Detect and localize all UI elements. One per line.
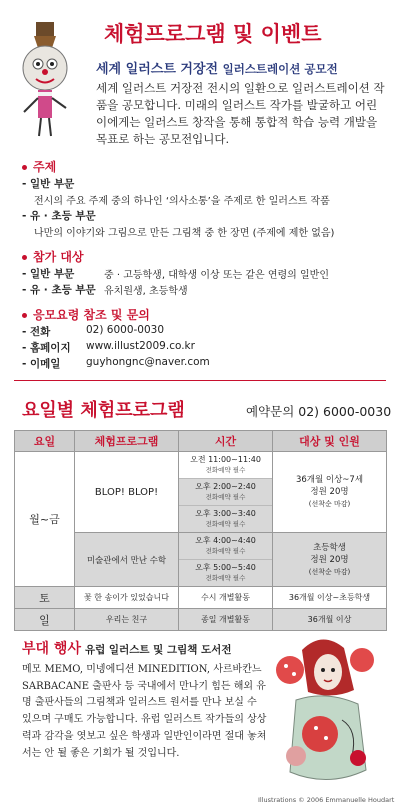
schedule-title: 요일별 체험프로그램 (22, 400, 185, 421)
subtitle-small: 일러스트레이션 공모전 (222, 62, 338, 76)
illustration-credit: Illustrations © 2006 Emmanuelle Houdart (258, 796, 395, 804)
subtitle-main: 세계 일러스트 거장전 (96, 62, 219, 77)
section-divider (14, 380, 386, 381)
table-row (15, 609, 387, 631)
reservation-contact: 예약문의 02) 6000-0030 (246, 404, 392, 419)
table-row (15, 452, 387, 533)
header-program: 체험프로그램 (75, 431, 179, 452)
saturday-cell: 토 (15, 587, 75, 609)
program-blop: BLOP! BLOP! (75, 452, 179, 533)
phone-label: - 전화 (22, 326, 51, 338)
web-link[interactable]: www.illust2009.co.kr (86, 340, 195, 352)
target-sunday: 36개월 이상 (273, 609, 387, 631)
theme-general-label: - 일반 부문 (22, 178, 75, 190)
bullet-icon (22, 255, 27, 260)
email-link[interactable]: guyhongnc@naver.com (86, 356, 210, 368)
theme-general-desc: 전시의 주요 주제 중의 하나인 ‘의사소통’을 주제로 한 일러스트 작품 (34, 196, 330, 207)
bullet-icon (22, 313, 27, 318)
time-slot: 오후 3:00~3:40 전화예약 필수 (179, 506, 272, 532)
clown-illustration (14, 22, 76, 140)
target-math: 초등학생 정원 20명 (선착순 마감) (273, 533, 387, 587)
eligibility-general-label: - 일반 부문 (22, 268, 75, 280)
time-slot: 오후 4:00~4:40 전화예약 필수 (179, 533, 272, 560)
header-time: 시간 (179, 431, 273, 452)
bullet-icon (22, 165, 27, 170)
theme-kids-desc: 나만의 이야기와 그림으로 만든 그림책 중 한 장면 (주제에 제한 없음) (34, 228, 335, 239)
contest-intro: 세계 일러스트 거장전 전시의 일환으로 일러스트레이션 작품을 공모합니다. 미래의 일러스트 작가를 발굴하고 어린이에게는 일러스트 창작을 통해 통합적 학습 능력 개발을 목표로 하는 공모전입니다. (96, 81, 385, 146)
table-row (15, 587, 387, 609)
eligibility-general-desc: 중 · 고등학생, 대학생 이상 또는 같은 연령의 일반인 (104, 270, 329, 281)
phone-value: 02) 6000-0030 (86, 324, 165, 336)
side-event-body: 메모 MEMO, 미넹에디션 MINEDITION, 사르바칸느 SARBACANE 출판사 등 국내에서 만나기 힘든 해외 유명 출판사들의 그림책과 일러스트 원서를 만나 보실 수 있으며 구매도 가능합니다. 유럽 일러스트 작가들의 상상력과 감각을 엿보고 싶은 학생과 일반인이라면 절대 놓쳐서는 안 될 좋은 기회가 될 것입니다. (22, 664, 267, 759)
contest-subtitle (96, 58, 338, 77)
eligibility-kids-label: - 유 · 초등 부문 (22, 284, 96, 296)
time-sunday: 종일 개별활동 (179, 609, 273, 631)
target-saturday: 36개월 이상~초등학생 (273, 587, 387, 609)
email-label: - 이메일 (22, 358, 61, 370)
theme-kids-label: - 유 · 초등 부문 (22, 210, 96, 222)
eligibility-kids-desc: 유치원생, 초등학생 (104, 286, 188, 297)
side-event-title: 부대 행사 유럽 일러스트 및 그림책 도서전 (22, 641, 232, 657)
theme-heading: 주제 (22, 158, 56, 175)
time-slot: 오후 5:00~5:40 전화예약 필수 (179, 560, 272, 586)
time-slot: 오후 2:00~2:40 전화예약 필수 (179, 479, 272, 506)
contact-heading: 응모요령 참조 및 문의 (22, 306, 150, 323)
sunday-cell: 일 (15, 609, 75, 631)
time-saturday: 수시 개별활동 (179, 587, 273, 609)
web-label: - 홈페이지 (22, 342, 71, 354)
side-event-subtitle: 유럽 일러스트 및 그림책 도서전 (84, 644, 232, 656)
eligibility-heading: 참가 대상 (22, 248, 84, 265)
schedule-table (14, 430, 387, 631)
time-slot: 오전 11:00~11:40 전화예약 필수 (179, 452, 272, 479)
program-sunday: 우리는 친구 (75, 609, 179, 631)
target-blop: 36개월 이상~7세 정원 20명 (선착순 마감) (273, 452, 387, 533)
weekday-cell: 월~금 (15, 452, 75, 587)
header-day: 요일 (15, 431, 75, 452)
program-math: 미술관에서 만난 수학 (75, 533, 179, 587)
header-target: 대상 및 인원 (273, 431, 387, 452)
page-title: 체험프로그램 및 이벤트 (104, 22, 322, 46)
table-header-row (15, 431, 387, 452)
program-saturday: 꽃 한 송이가 있었습니다 (75, 587, 179, 609)
fairy-tale-illustration (262, 630, 390, 790)
